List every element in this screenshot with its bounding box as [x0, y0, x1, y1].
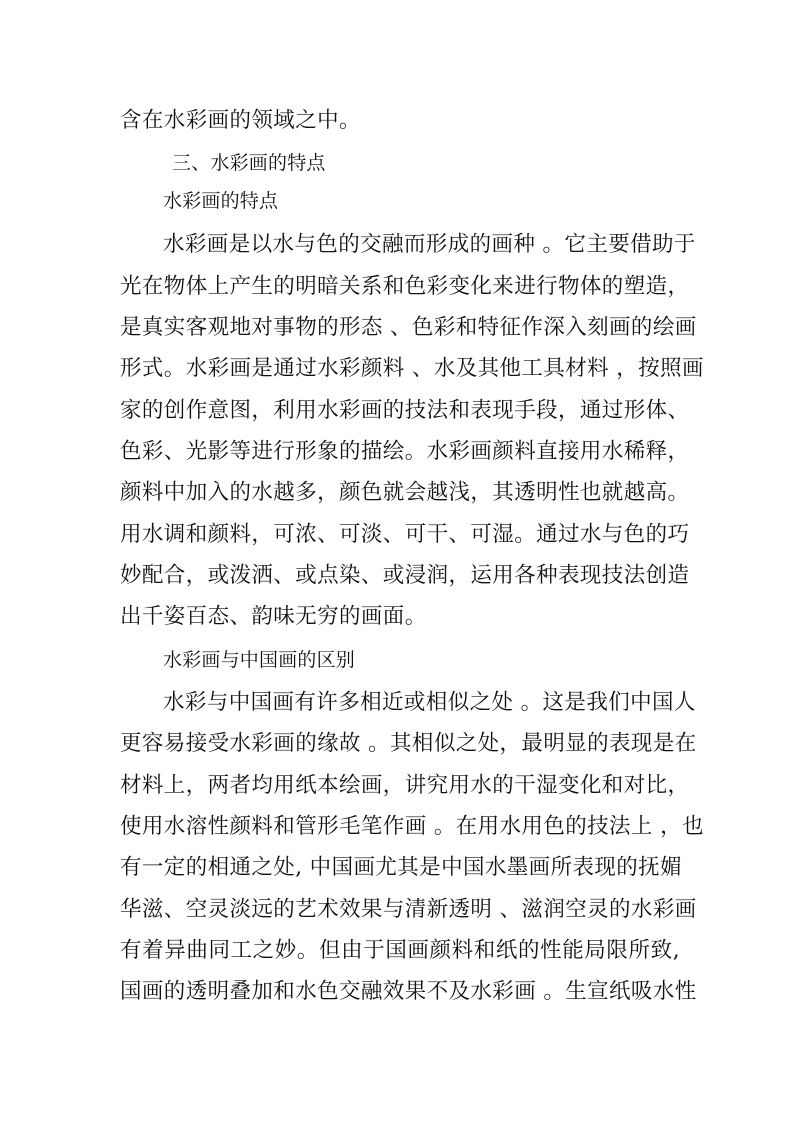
paragraph-line: 更容易接受水彩画的缘故 。其相似之处，最明显的表现是在	[120, 731, 697, 756]
subsection-heading: 水彩画与中国画的区别	[163, 649, 356, 671]
paragraph-line: 水彩画是以水与色的交融而形成的画种 。它主要借助于	[163, 232, 696, 257]
paragraph-line: 有着异曲同工之妙。但由于国画颜料和纸的性能局限所致,	[120, 938, 680, 963]
paragraph-line: 是真实客观地对事物的形态 、色彩和特征作深入刻画的绘画	[120, 315, 697, 340]
paragraph-line: 使用水溶性颜料和管形毛笔作画 。在用水用色的技法上 ，也	[120, 814, 704, 839]
paragraph-line: 用水调和颜料，可浓、可淡、可干、可湿。通过水与色的巧	[120, 522, 690, 547]
paragraph-line: 材料上，两者均用纸本绘画，讲究用水的干湿变化和对比，	[120, 773, 690, 798]
paragraph-line: 华滋、空灵淡远的艺术效果与清新透明 、滋润空灵的水彩画	[120, 897, 697, 922]
paragraph-line: 形式。水彩画是通过水彩颜料 、水及其他工具材料 ，按照画	[120, 356, 704, 381]
section-heading: 三、水彩画的特点	[172, 152, 326, 174]
paragraph-line: 妙配合，或泼洒、或点染、或浸润，运用各种表现技法创造	[120, 563, 690, 588]
paragraph-line: 出千姿百态、韵味无穷的画面。	[120, 604, 427, 629]
paragraph-line: 国画的透明叠加和水色交融效果不及水彩画 。生宣纸吸水性	[120, 979, 697, 1004]
paragraph-line: 水彩与中国画有许多相近或相似之处 。这是我们中国人	[163, 690, 696, 715]
paragraph-line: 颜料中加入的水越多，颜色就会越浅，其透明性也就越高。	[120, 480, 690, 505]
paragraph-line: 有一定的相通之处, 中国画尤其是中国水墨画所表现的抚媚	[120, 855, 682, 880]
paragraph-line: 家的创作意图，利用水彩画的技法和表现手段，通过形体、	[120, 398, 690, 423]
paragraph-line: 色彩、光影等进行形象的描绘。水彩画颜料直接用水稀释，	[120, 439, 690, 464]
subsection-heading: 水彩画的特点	[163, 190, 279, 212]
paragraph-line: 含在水彩画的领域之中。	[120, 108, 361, 133]
paragraph-line: 光在物体上产生的明暗关系和色彩变化来进行物体的塑造，	[120, 274, 690, 299]
